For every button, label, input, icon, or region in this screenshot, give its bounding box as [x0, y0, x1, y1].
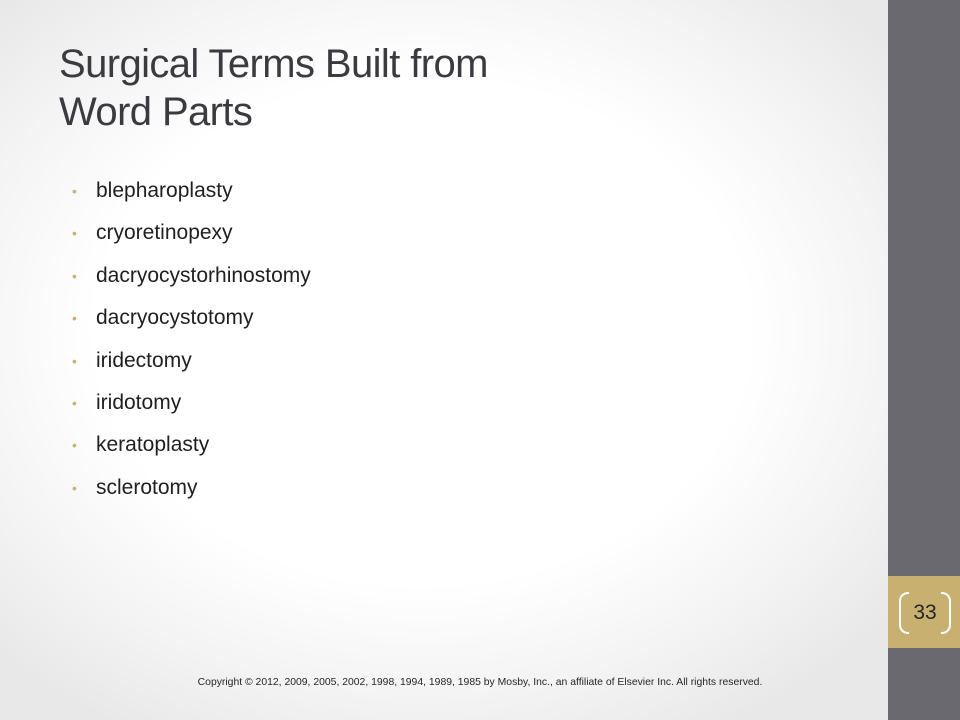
bullet-text: cryoretinopexy — [96, 221, 233, 245]
bullet-icon: • — [72, 183, 77, 199]
list-item — [72, 212, 832, 254]
list-item — [72, 340, 832, 382]
bullet-icon: • — [72, 479, 77, 496]
slide-title-line-2: Word Parts — [59, 90, 253, 134]
slide-title — [59, 40, 819, 136]
bullet-text: dacryocystorhinostomy — [96, 263, 311, 287]
bullet-text: iridectomy — [96, 348, 192, 372]
bullet-icon: • — [72, 352, 77, 369]
bullet-icon: • — [72, 310, 77, 327]
bullet-text: blepharoplasty — [96, 179, 233, 202]
bullet-text: sclerotomy — [96, 475, 198, 499]
bullet-icon: • — [72, 267, 77, 284]
list-item — [72, 424, 832, 466]
bullet-text: dacryocystotomy — [96, 306, 254, 330]
bullet-icon: • — [72, 437, 77, 454]
bullet-text: keratoplasty — [96, 433, 210, 457]
bullet-text: iridotomy — [96, 390, 182, 414]
bullet-icon: • — [72, 225, 77, 242]
list-item — [72, 467, 832, 509]
copyright-notice: Copyright © 2012, 2009, 2005, 2002, 1998, 1994, 1989, 1985 by Mosby, Inc., an affiliate of Elsevier Inc. All rights reserved. — [197, 677, 763, 688]
list-item — [72, 297, 832, 339]
list-item — [72, 170, 832, 212]
list-item — [72, 255, 832, 297]
bullet-list — [72, 170, 832, 509]
list-item — [72, 382, 832, 424]
bullet-icon: • — [72, 394, 77, 411]
page-number: 33 — [913, 601, 937, 624]
slide-title-line-1: Surgical Terms Built from — [59, 42, 488, 86]
